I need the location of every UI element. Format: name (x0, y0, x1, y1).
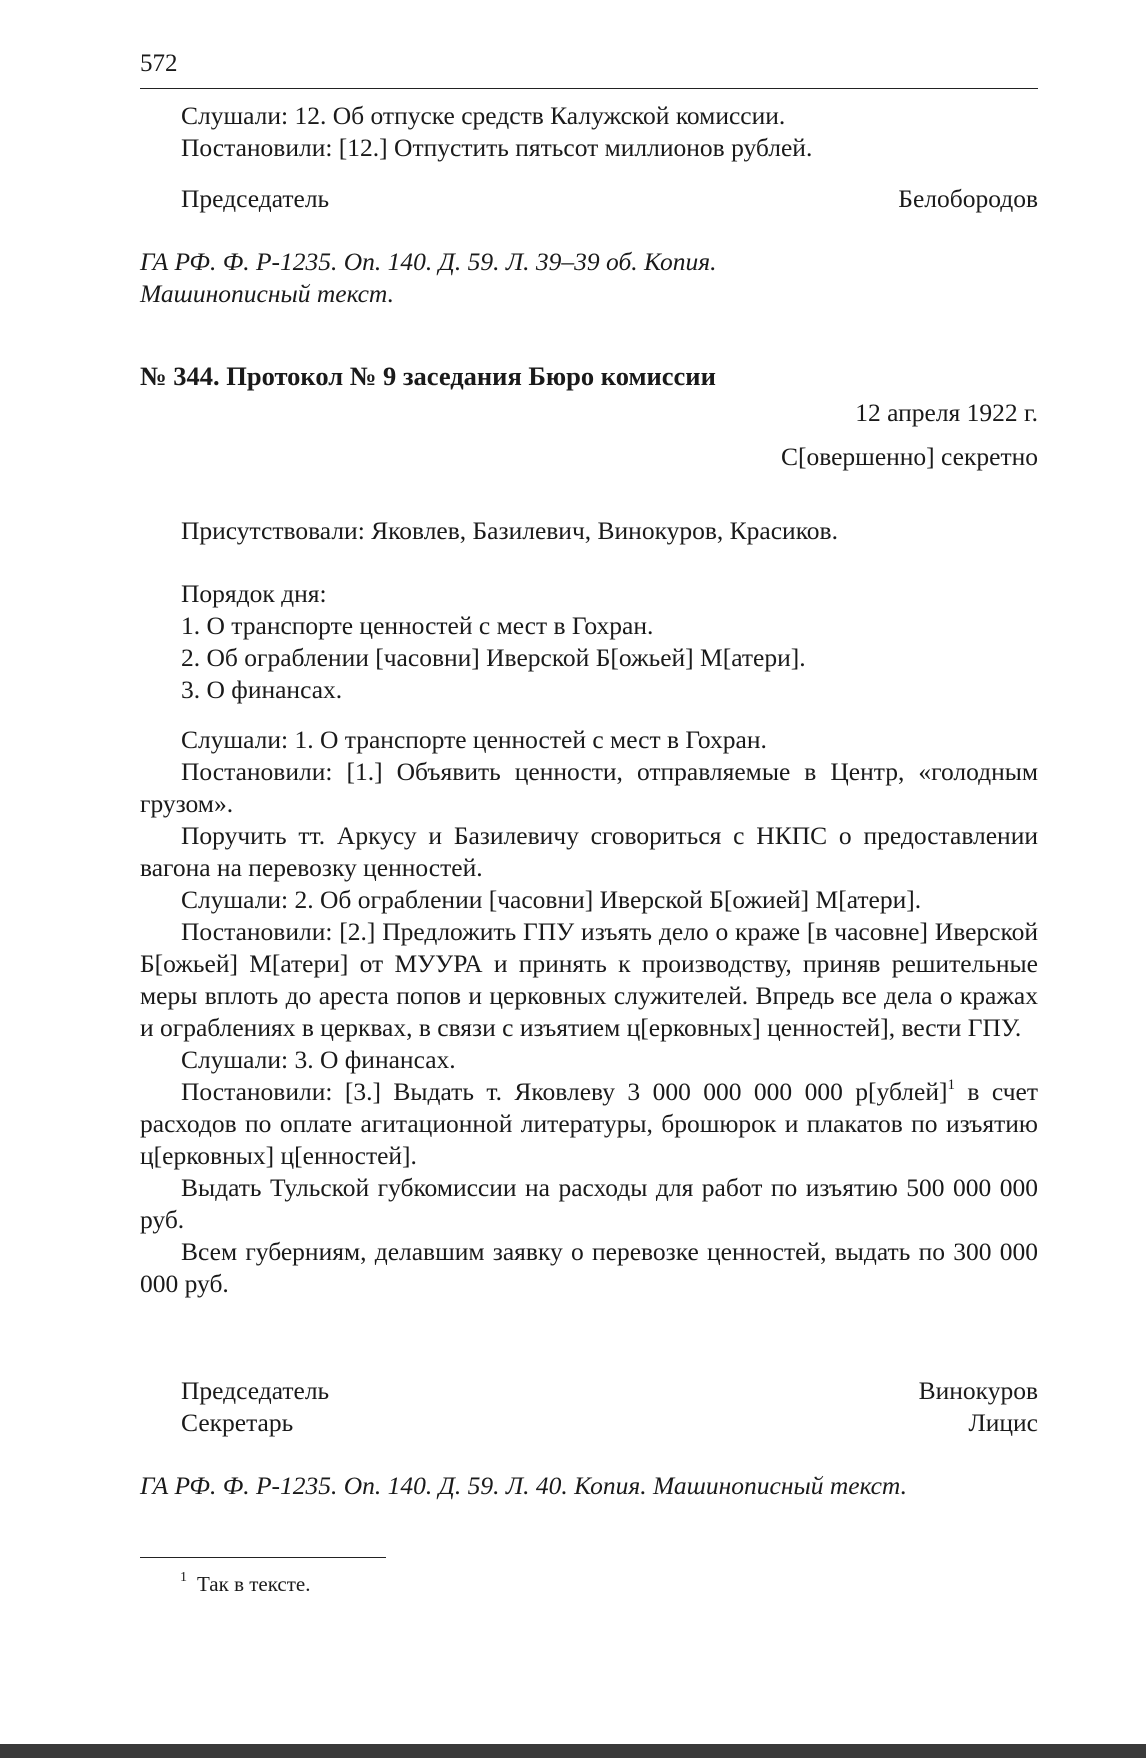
archival-source (140, 1470, 1038, 1502)
body-paragraph: Поручить тт. Аркусу и Базилевичу сговориться с НКПС о предоставлении вагона на перевозку ценностей. (140, 821, 1038, 882)
body-paragraph: Постановили: [1.] Объявить ценности, отправляемые в Центр, «голодным грузом». (140, 757, 1038, 818)
signature-name: Лицис (968, 1408, 1038, 1437)
footnote-reference[interactable]: 1 (947, 1076, 955, 1093)
body-paragraph: Всем губерниям, делавшим заявку о перевозке ценностей, выдать по 300 000 000 руб. (140, 1237, 1038, 1298)
archival-source (140, 246, 1038, 310)
document-header (140, 360, 1038, 473)
footnote-mark: 1 (180, 1570, 187, 1585)
signature-role: Председатель (181, 184, 330, 213)
source-line: ГА РФ. Ф. Р-1235. Оп. 140. Д. 59. Л. 39–39 об. Копия. (140, 247, 717, 276)
footnote (180, 1570, 311, 1598)
document-date: 12 апреля 1922 г. (855, 398, 1038, 427)
signature-role: Секретарь (181, 1408, 294, 1437)
agenda-item: 1. О транспорте ценностей с мест в Гохран. (181, 611, 654, 640)
header-divider (140, 88, 1038, 89)
source-line: Машинописный текст. (140, 279, 395, 308)
body-paragraph (140, 1076, 1038, 1172)
page-number: 572 (140, 50, 178, 77)
attendance (140, 515, 1038, 547)
footnote-text: Так в тексте. (197, 1572, 311, 1596)
signature-line (140, 1375, 1038, 1407)
signature-line (140, 1407, 1038, 1439)
paragraph-text: в счет расходов по оплате агитационной литературы, брошюрок и плакатов по изъятию ц[ерковных] ц[енностей]. (140, 1077, 1038, 1170)
signatures (140, 1375, 1038, 1439)
body-paragraph: Слушали: 1. О транспорте ценностей с мест в Гохран. (181, 725, 767, 754)
footnote-divider (140, 1557, 386, 1558)
chairman-signature (140, 183, 1038, 215)
document-title: № 344. Протокол № 9 заседания Бюро комиссии (140, 361, 716, 391)
body-paragraph: Слушали: 3. О финансах. (181, 1045, 456, 1074)
agenda-item: 2. Об ограблении [часовни] Иверской Б[ожьей] М[атери]. (181, 643, 806, 672)
heard-item: Слушали: 12. Об отпуске средств Калужской комиссии. (181, 101, 786, 130)
resolved-item: Постановили: [12.] Отпустить пятьсот миллионов рублей. (181, 133, 813, 162)
paragraph-text: Постановили: [3.] Выдать т. Яковлеву 3 000 000 000 000 р[ублей] (181, 1077, 948, 1106)
scan-edge (0, 1744, 1146, 1758)
agenda (140, 578, 1038, 706)
previous-document-end (140, 100, 1038, 164)
body-paragraph: Слушали: 2. Об ограблении [часовни] Иверской Б[ожией] М[атери]. (181, 885, 922, 914)
agenda-item: 3. О финансах. (181, 675, 343, 704)
signature-role: Председатель (181, 1376, 330, 1405)
classification-stamp: С[овершенно] секретно (780, 442, 1038, 471)
present-list: Присутствовали: Яковлев, Базилевич, Винокуров, Красиков. (181, 516, 838, 545)
body-paragraph: Постановили: [2.] Предложить ГПУ изъять дело о краже [в часовне] Иверской Б[ожьей] М[атери] от МУУРА и принять к производству, приняв решительные меры вплоть до ареста попов и церковных служителей. Впредь все дела о кражах и ограблениях в церквах, в связи с изъятием ц[ерковных] ценностей], вести ГПУ. (140, 917, 1038, 1042)
protocol-body (140, 724, 1038, 1300)
source-line: ГА РФ. Ф. Р-1235. Оп. 140. Д. 59. Л. 40. Копия. Машинописный текст. (140, 1471, 907, 1500)
body-paragraph: Выдать Тульской губкомиссии на расходы для работ по изъятию 500 000 000 руб. (140, 1173, 1038, 1234)
signature-name: Винокуров (918, 1376, 1038, 1405)
agenda-title: Порядок дня: (181, 579, 327, 608)
signature-name: Белобородов (898, 184, 1038, 213)
